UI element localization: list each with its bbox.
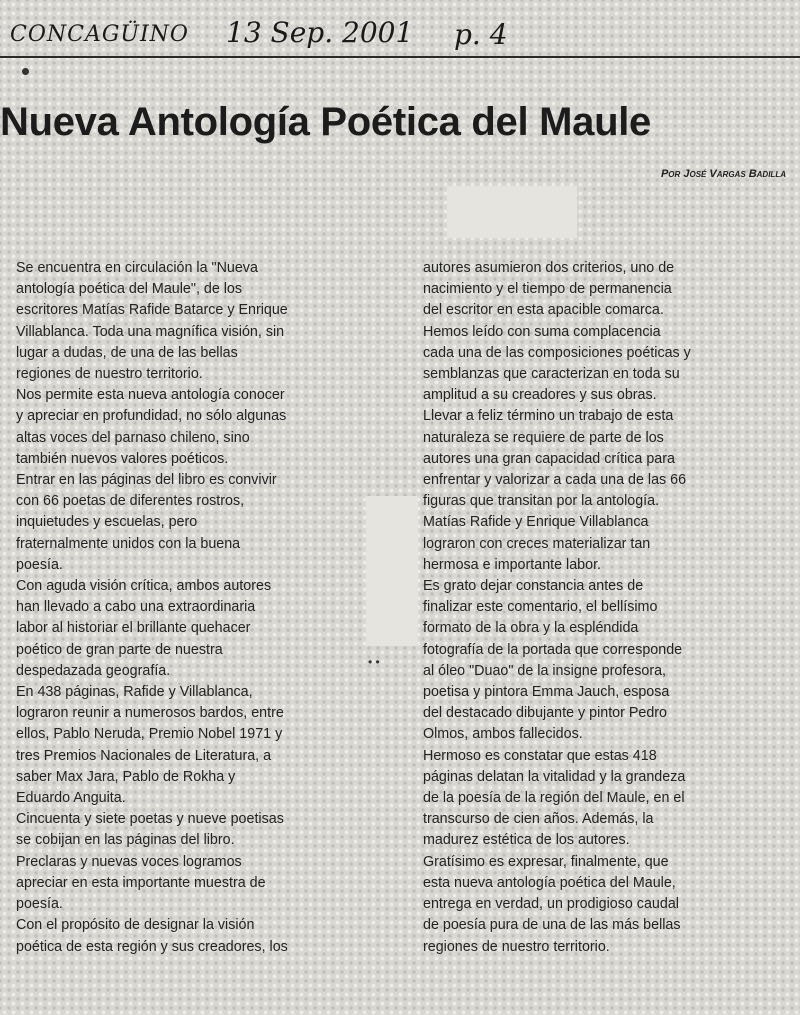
handwritten-page: p. 4 [454,18,508,51]
article-line: escritores Matías Rafide Batarce y Enrique [16,302,288,319]
article-line: Es grato dejar constancia antes de [423,578,644,595]
article-line: poetisa y pintora Emma Jauch, esposa [423,684,670,701]
article-line: de poesía pura de una de las más bellas [423,917,681,934]
article-line: Nos permite esta nueva antología conocer [16,387,285,404]
article-line: enfrentar y valorizar a cada una de las 66 [423,472,687,489]
article-line: lograron con creces materializar tan [423,535,651,552]
article-line: esta nueva antología poética del Maule, [423,874,676,891]
article-column-right [423,258,773,958]
article-line: madurez estética de los autores. [423,832,630,849]
article-line: han llevado a cabo una extraordinaria [16,599,256,616]
article-line: nacimiento y el tiempo de permanencia [423,281,672,298]
article-line: transcurso de cien años. Además, la [423,811,654,828]
article-line: Cincuenta y siete poetas y nueve poetisas [16,811,284,828]
article-line: al óleo "Duao" de la insigne profesora, [423,662,667,679]
article-line: Olmos, ambos fallecidos. [423,726,583,743]
dot-marks: • • [368,655,380,669]
handwritten-date: 13 Sep. 2001 [226,16,414,49]
article-line: Llevar a feliz término un trabajo de esta [423,408,674,425]
article-line: fotografía de la portada que corresponde [423,641,683,658]
article-line: cada una de las composiciones poéticas y [423,344,691,361]
handwritten-annotation [6,14,786,58]
article-line: despedazada geografía. [16,662,171,679]
article-line: En 438 páginas, Rafide y Villablanca, [16,684,253,701]
article-line: regiones de nuestro territorio. [16,366,203,383]
faded-patch [366,496,418,646]
article-line: poesía. [16,556,63,573]
article-line: de la poesía de la región del Maule, en el [423,790,685,807]
article-line: Eduardo Anguita. [16,790,126,807]
article-line: Se encuentra en circulación la "Nueva [16,260,258,276]
article-title: Nueva Antología Poética del Maule [0,100,651,144]
article-line: Hermoso es constatar que estas 418 [423,747,657,764]
article-line: formato de la obra y la espléndida [423,620,639,637]
article-line: antología poética del Maule", de los [16,281,243,298]
article-line: autores asumieron dos criterios, uno de [423,260,675,276]
article-column-left [16,258,361,958]
article-line: naturaleza se requiere de parte de los [423,429,664,446]
article-line: con 66 poetas de diferentes rostros, [16,493,245,510]
article-line: poesía. [16,896,63,913]
article-line: saber Max Jara, Pablo de Rokha y [16,768,236,785]
article-line: finalizar este comentario, el bellísimo [423,599,658,616]
article-line: también nuevos valores poéticos. [16,450,229,467]
article-line: páginas delatan la vitalidad y la grandeza [423,768,686,785]
article-line: entrega en verdad, un prodigioso caudal [423,896,679,913]
article-line: poética de esta región y sus creadores, los [16,938,288,955]
article-line: Con aguda visión crítica, ambos autores [16,578,272,595]
article-line: fraternalmente unidos con la buena [16,535,241,552]
article-line: lograron reunir a numerosos bardos, entre [16,705,284,722]
article-line: del destacado dibujante y pintor Pedro [423,705,668,722]
header-rule [0,56,800,58]
article-line: ellos, Pablo Neruda, Premio Nobel 1971 y [16,726,283,743]
article-line: Entrar en las páginas del libro es convivir [16,472,277,489]
article-line: regiones de nuestro territorio. [423,938,610,955]
article-line: Villablanca. Toda una magnífica visión, sin [16,323,285,340]
article-line: lugar a dudas, de una de las bellas [16,344,238,361]
article-line: labor al historiar el brillante quehacer [16,620,251,637]
article-line: poético de gran parte de nuestra [16,641,223,658]
handwritten-source: CONCAGÜINO [10,22,189,47]
article-line: Matías Rafide y Enrique Villablanca [423,514,649,531]
article-line: altas voces del parnaso chileno, sino [16,429,250,446]
article-line: semblanzas que caracterizan en toda su [423,366,680,383]
article-line: y apreciar en profundidad, no sólo algunas [16,408,287,425]
article-line: inquietudes y escuelas, pero [16,514,198,531]
article-line: amplitud a su creadores y sus obras. [423,387,657,404]
faded-patch [447,186,577,238]
article-line: apreciar en esta importante muestra de [16,874,266,891]
article-line: figuras que transitan por la antología. [423,493,660,510]
article-line: autores una gran capacidad crítica para [423,450,675,467]
bullet-mark [22,68,29,75]
article-line: del escritor en esta apacible comarca. [423,302,664,319]
article-line: Gratísimo es expresar, finalmente, que [423,853,669,870]
article-line: Con el propósito de designar la visión [16,917,255,934]
article-line: hermosa e importante labor. [423,556,602,573]
article-line: tres Premios Nacionales de Literatura, a [16,747,272,764]
article-line: Hemos leído con suma complacencia [423,323,661,340]
article-line: Preclaras y nuevas voces logramos [16,853,242,870]
article-byline: Por José Vargas Badilla [660,168,786,180]
article-line: se cobijan en las páginas del libro. [16,832,235,849]
